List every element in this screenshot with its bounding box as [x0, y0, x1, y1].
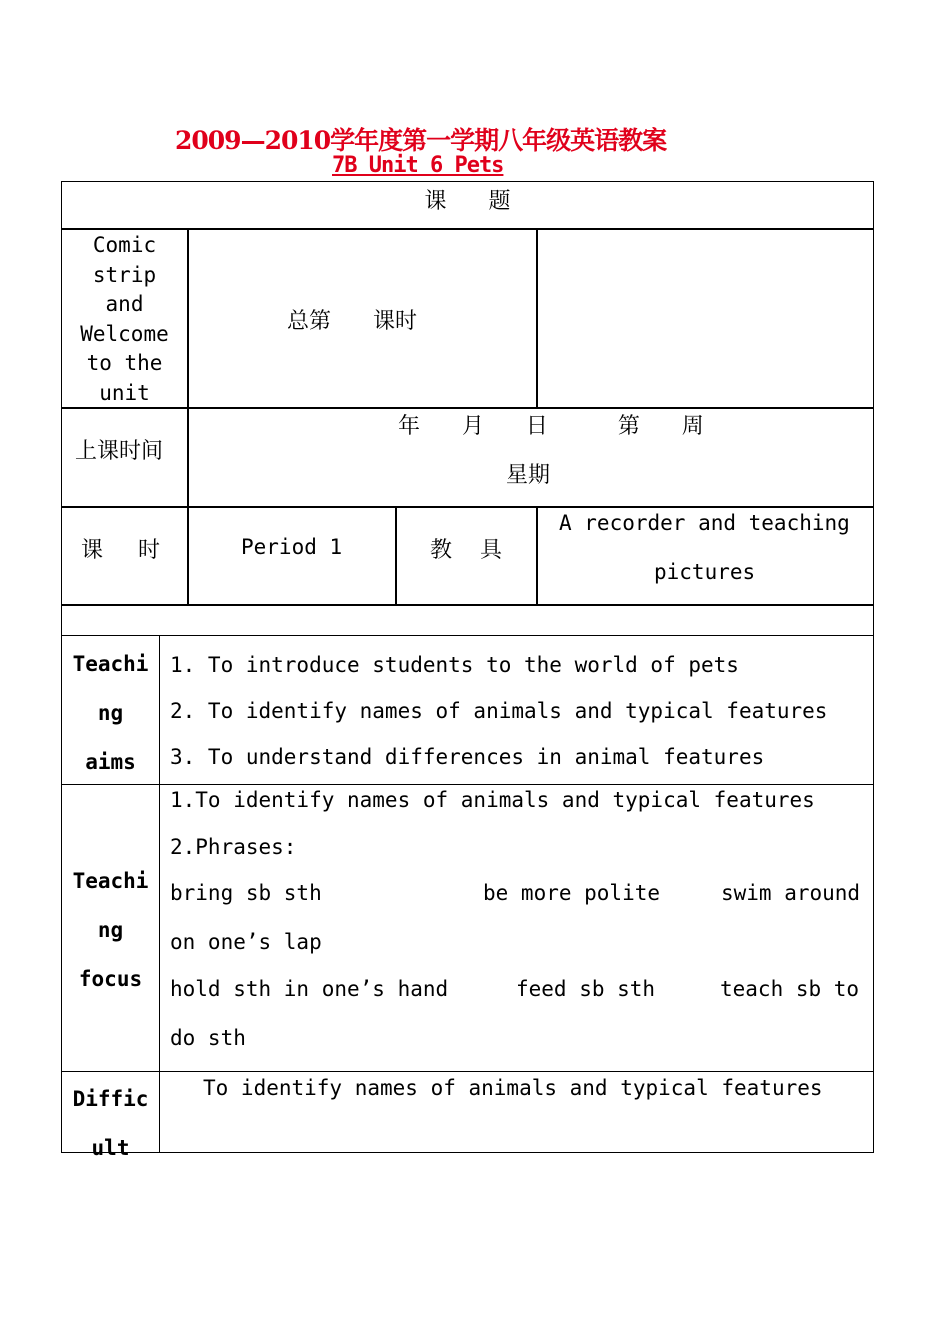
difficult-label [62, 1075, 159, 1173]
col-divider [395, 507, 397, 606]
row-divider [61, 228, 874, 230]
aims-item: 3. To understand differences in animal features [170, 745, 765, 769]
focus-label [62, 857, 159, 1004]
row-divider [61, 506, 874, 508]
row-divider [61, 604, 874, 606]
col-divider [536, 229, 538, 408]
page-title: 2009—2010学年度第一学期八年级英语教案 [175, 126, 667, 155]
unit-title: 7B Unit 6 Pets [332, 153, 504, 178]
row-divider [61, 635, 874, 636]
class-weekday: 星期 [506, 463, 551, 488]
topic-label: 课 题 [424, 189, 511, 214]
phrase: feed sb sth [516, 977, 656, 1001]
topic-name-line: and [105, 292, 144, 317]
phrase: teach sb to [720, 977, 860, 1001]
aims-label-line: Teachi [72, 652, 149, 676]
aims-label-line: ng [97, 701, 124, 725]
aims-item: 2. To identify names of animals and typical features [170, 699, 828, 723]
phrase: on one’s lap [170, 930, 322, 954]
difficult-text: To identify names of animals and typical features [203, 1076, 823, 1100]
table-border-right [873, 181, 874, 1153]
class-time-label: 上课时间 [75, 439, 164, 464]
focus-label-line: Teachi [72, 869, 149, 893]
difficult-label-line: ult [91, 1136, 130, 1160]
table-border-bottom [61, 1152, 874, 1153]
aims-label-line: aims [85, 750, 136, 774]
topic-name [62, 231, 187, 409]
topic-name-line: unit [99, 380, 150, 405]
aims-item: 1. To introduce students to the world of pets [170, 653, 739, 677]
focus-label-line: focus [78, 967, 143, 991]
row-divider [61, 784, 874, 785]
period-value: Period 1 [241, 535, 343, 559]
col-divider [536, 507, 538, 606]
phrase: swim around [721, 881, 861, 905]
focus-line: 1.To identify names of animals and typical features [170, 788, 815, 812]
table-border-top [61, 181, 874, 182]
difficult-label-line: Diffic [72, 1087, 149, 1111]
class-date-line: 年 月 日 第 周 [398, 414, 704, 439]
aids-label: 教 具 [430, 538, 502, 563]
focus-label-line: ng [97, 918, 124, 942]
phrase: hold sth in one’s hand [170, 977, 449, 1001]
topic-name-line: Comic [92, 233, 157, 257]
phrase: do sth [170, 1026, 246, 1050]
phrase: be more polite [483, 881, 661, 905]
aims-label [62, 640, 159, 787]
row-divider [61, 1071, 874, 1072]
col-divider [187, 229, 189, 606]
aids-value: A recorder and teaching [559, 511, 850, 535]
col-divider [159, 635, 160, 1153]
focus-line: 2.Phrases: [170, 835, 297, 859]
topic-name-line: to the [86, 351, 163, 376]
topic-name-line: Welcome [80, 321, 169, 346]
phrase: bring sb sth [170, 881, 322, 905]
topic-name-line: strip [92, 262, 157, 287]
aids-value: pictures [654, 560, 756, 584]
period-label: 课 时 [81, 538, 160, 563]
aims-list [170, 642, 827, 780]
total-periods: 总第 课时 [287, 309, 417, 334]
